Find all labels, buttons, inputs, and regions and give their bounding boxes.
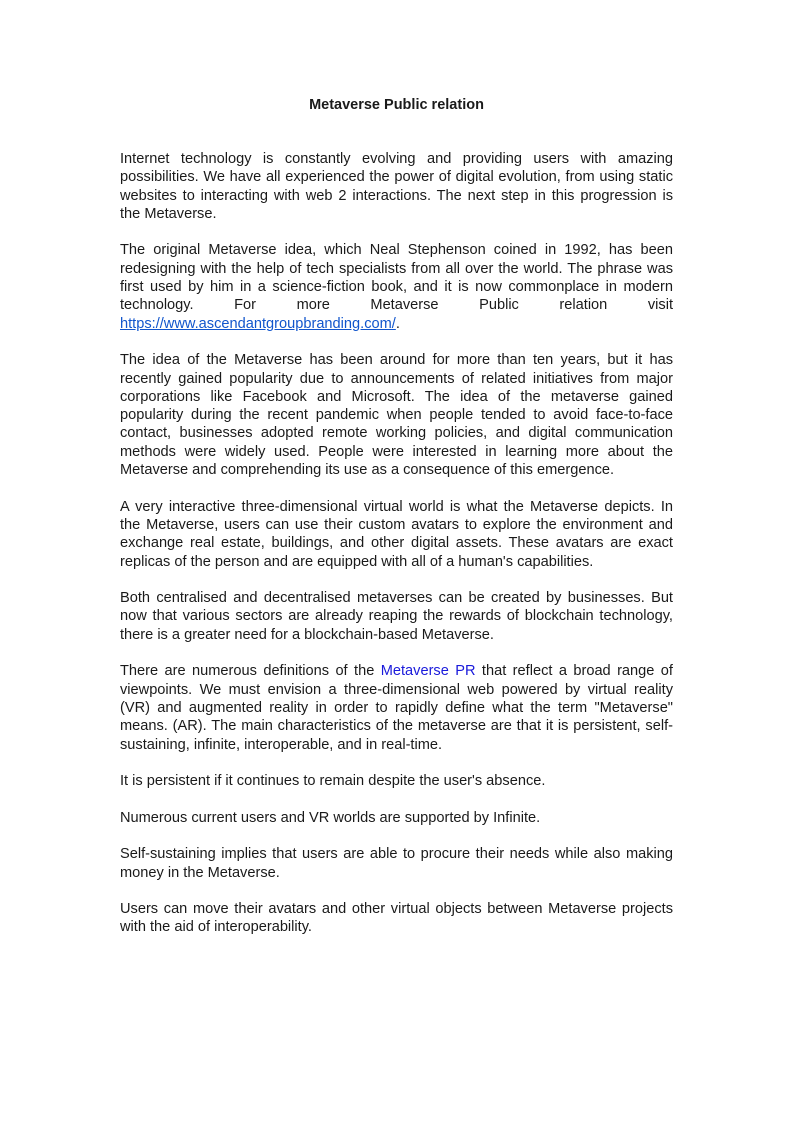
paragraph-self-sustaining: Self-sustaining implies that users are able to procure their needs while also making money in the Metaverse. (120, 846, 673, 881)
paragraph-persistent: It is persistent if it continues to remain despite the user's absence. (120, 773, 546, 790)
document-title: Metaverse Public relation (309, 97, 484, 113)
paragraph-popularity: The idea of the Metaverse has been around for more than ten years, but it has recently gained popularity due to announcements of related initiatives from major corporations like Facebook and Microsoft. The idea of the metaverse gained popularity during the recent pandemic when people tended to avoid face-to-face contact, businesses adopted remote working policies, and digital communication methods were widely used. People were interested in learning more about the Metaverse and comprehending its use as a consequence of this emergence. (120, 352, 673, 479)
paragraph-definitions-start: There are numerous definitions of the (120, 663, 381, 680)
metaverse-pr-link[interactable]: Metaverse PR (380, 663, 476, 680)
paragraph-origin-end: . (395, 315, 400, 332)
paragraph-virtual-world: A very interactive three-dimensional virtual world is what the Metaverse depicts. In the Metaverse, users can use their custom avatars to explore the environment and exchange real estate, buildings, and other digital assets. These avatars are exact replicas of the person and are equipped with all of a human's capabilities. (120, 498, 673, 570)
paragraph-origin-text: The original Metaverse idea, which Neal Stephenson coined in 1992, has been redesigning with the help of tech specialists from all over the world. The phrase was first used by him in a science-fiction book, and it is now commonplace in modern technology. For more Metaverse Public relation visit (120, 242, 673, 314)
ascendant-link[interactable]: https://www.ascendantgroupbranding.com/ (120, 315, 396, 332)
paragraph-blockchain: Both centralised and decentralised metaverses can be created by businesses. But now that various sectors are already reaping the rewards of blockchain technology, there is a greater need for a blockchain-based Metaverse. (120, 590, 673, 643)
paragraph-intro: Internet technology is constantly evolving and providing users with amazing possibilities. We have all experienced the power of digital evolution, from using static websites to interacting with web 2 interactions. The next step in this progression is the Metaverse. (120, 151, 673, 222)
paragraph-interoperability: Users can move their avatars and other virtual objects between Metaverse projects with the aid of interoperability. (120, 901, 673, 936)
document-page (120, 96, 673, 955)
paragraph-infinite: Numerous current users and VR worlds are supported by Infinite. (120, 809, 541, 826)
paragraph-origin (120, 241, 673, 332)
paragraph-definitions (120, 662, 673, 753)
paragraph-definitions-end: that reflect a broad range of viewpoints. We must envision a three-dimensional web powered by virtual reality (VR) and augmented reality in order to rapidly define what the term "Metaverse" means. (AR). The main characteristics of the metaverse are that it is persistent, self-sustaining, infinite, interoperable, and in real-time. (120, 663, 673, 753)
